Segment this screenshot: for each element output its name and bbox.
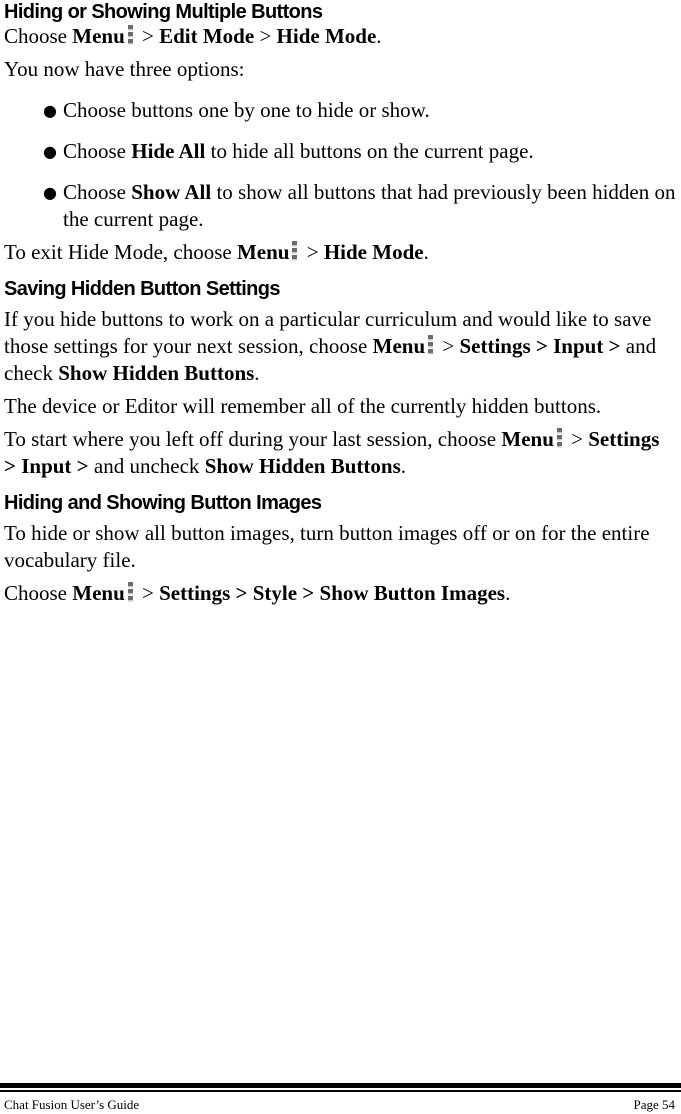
menu-label: Menu [72, 24, 125, 48]
list-item: ● Choose buttons one by one to hide or show. [43, 98, 430, 122]
heading-hiding-showing-button-images: Hiding and Showing Button Images [4, 492, 322, 514]
footer-rule-thin [0, 1090, 681, 1092]
menu-label: Menu [236, 240, 290, 264]
paragraph-choose-edit-hide-mode: Choose Menu > Edit Mode > Hide Mode. [4, 24, 382, 48]
paragraph-device-remembers: The device or Editor will remember all of the currently hidden buttons. [4, 394, 602, 418]
footer-rule-thick [0, 1083, 681, 1088]
options-list [4, 97, 676, 233]
bullet-icon: ● [43, 101, 57, 120]
heading-saving-hidden-button-settings: Saving Hidden Button Settings [4, 278, 280, 300]
menu-label: Menu [372, 334, 426, 358]
paragraph-save-settings: If you hide buttons to work on a particular curriculum and would like to save those settings for your next session, choose Menu > Settings > Input > and check Show Hidden Buttons. [4, 307, 657, 385]
hide-mode-label: Hide Mode [276, 24, 377, 48]
menu-dots-icon [555, 427, 564, 449]
list-item: ● Choose Show All to show all buttons that had previously been hidden on the current page. [43, 180, 676, 231]
bullet-icon: ● [43, 142, 57, 161]
paragraph-hide-show-images: To hide or show all button images, turn button images off or on for the entire vocabulary file. [4, 521, 650, 572]
menu-label: Menu [72, 581, 125, 605]
heading-hiding-showing-multiple-buttons: Hiding or Showing Multiple Buttons [4, 1, 323, 23]
paragraph-show-button-images: Choose Menu > Settings > Style > Show Button Images. [4, 581, 511, 605]
paragraph-start-where-left-off: To start where you left off during your last session, choose Menu > Settings > Input > and uncheck Show Hidden Buttons. [4, 427, 660, 478]
paragraph-three-options: You now have three options: [4, 57, 245, 81]
document-page [4, 0, 676, 607]
menu-dots-icon [126, 581, 135, 603]
hide-mode-label: Hide Mode [323, 240, 424, 264]
footer-guide-title: Chat Fusion User’s Guide [4, 1097, 140, 1112]
list-item: ● Choose Hide All to hide all buttons on the current page. [43, 139, 534, 163]
menu-dots-icon [426, 334, 435, 356]
menu-dots-icon [290, 240, 299, 262]
bullet-icon: ● [43, 183, 57, 202]
menu-label: Menu [501, 427, 554, 451]
footer-page-number: Page 54 [633, 1097, 675, 1112]
menu-dots-icon [126, 24, 135, 46]
paragraph-exit-hide-mode: To exit Hide Mode, choose Menu > Hide Mode. [4, 240, 429, 264]
edit-mode-label: Edit Mode [159, 24, 255, 48]
